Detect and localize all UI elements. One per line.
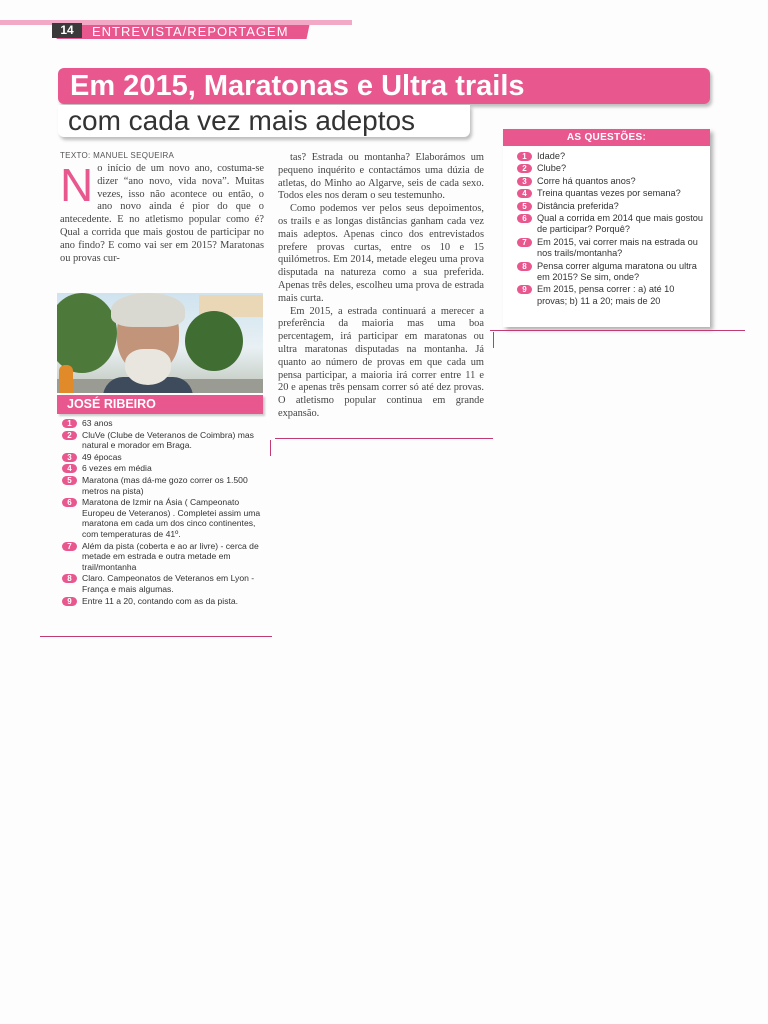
number-badge: 5 xyxy=(62,476,77,485)
photo-bystander xyxy=(59,365,73,393)
question-text: Em 2015, pensa correr : a) até 10 provas; b) 11 a 20; mais de 20 xyxy=(537,284,675,306)
number-badge: 2 xyxy=(517,164,532,173)
interviewee-answers xyxy=(62,418,262,607)
question-text: Qual a corrida em 2014 que mais gostou de participar? Porquê? xyxy=(537,213,703,235)
answer-item xyxy=(62,463,262,474)
question-text: Clube? xyxy=(537,163,567,174)
divider-line xyxy=(275,438,493,439)
question-item xyxy=(517,151,705,162)
number-badge: 7 xyxy=(62,542,77,551)
number-badge: 5 xyxy=(517,202,532,211)
number-badge: 2 xyxy=(62,431,77,440)
article-paragraph: Como podemos ver pelos seus depoimentos, os trails e as longas distâncias ganham cada vez mais adeptos. Apenas cinco dos entrevistados prefere provas curtas, entre os 10 e 15 quilómetros. Em 2014, metade elegeu uma prova disputada na natureza como a sua preferida. Apenas três deles, escolheu uma prova de estrada mais curta. xyxy=(278,203,484,304)
number-badge: 3 xyxy=(62,453,77,462)
headline-line-2: com cada vez mais adeptos xyxy=(68,105,416,136)
question-item xyxy=(517,261,705,284)
number-badge: 1 xyxy=(62,419,77,428)
answer-item xyxy=(62,541,262,573)
number-badge: 6 xyxy=(517,214,532,223)
byline: TEXTO: MANUEL SEQUEIRA xyxy=(60,151,175,160)
page-number: 14 xyxy=(52,23,82,38)
answer-item xyxy=(62,497,262,539)
photo-tree xyxy=(57,293,117,373)
question-item xyxy=(517,237,705,260)
number-badge: 7 xyxy=(517,238,532,247)
number-badge: 6 xyxy=(62,498,77,507)
answer-text: Entre 11 a 20, contando com as da pista. xyxy=(82,595,239,606)
article-paragraph: o início de um novo ano, costuma-se dizer “ano novo, vida nova”. Muitas vezes, isso não acontece ou então, o ano novo ainda é pior do que o antecedente. E no atletismo popular como é? Qual a corrida que mais gostou de participar no ano findo? E como vai ser em 2015? Maratonas ou provas cur- xyxy=(60,163,264,264)
question-item xyxy=(517,188,705,199)
question-text: Idade? xyxy=(537,151,566,161)
article-column-2 xyxy=(278,152,484,421)
photo-hair xyxy=(111,293,185,327)
question-item xyxy=(517,176,705,187)
answer-item xyxy=(62,596,262,607)
answer-text: 6 vezes em média xyxy=(82,463,152,474)
page-header xyxy=(0,18,355,40)
dropcap: N xyxy=(60,159,94,211)
answer-text: Claro. Campeonatos de Veteranos em Lyon - França e mais algumas. xyxy=(82,573,255,594)
divider-line xyxy=(40,636,272,637)
answer-text: Além da pista (coberta e ao ar livre) - cerca de metade em estrada e outra metade em trail/montanha xyxy=(82,540,259,572)
headline-line-1: Em 2015, Maratonas e Ultra trails xyxy=(70,70,525,102)
number-badge: 9 xyxy=(62,597,77,606)
answer-text: 49 épocas xyxy=(82,451,122,462)
number-badge: 9 xyxy=(517,285,532,294)
question-text: Treina quantas vezes por semana? xyxy=(537,188,681,199)
number-badge: 8 xyxy=(517,262,532,271)
article-paragraph: Em 2015, a estrada continuará a merecer a preferência da maioria mas uma boa percentagem, irá participar em maratonas ou ultra maratonas disputadas na montanha. Já quanto ao número de provas em que cada um pensa participar, a maioria irá correr entre 11 e 20 e apenas três pensam correr só até dez provas. O atletismo popular continua em grande expansão. xyxy=(278,305,484,419)
answer-item xyxy=(62,452,262,463)
number-badge: 4 xyxy=(62,464,77,473)
answer-item xyxy=(62,475,262,496)
number-badge: 4 xyxy=(517,189,532,198)
article-paragraph: tas? Estrada ou montanha? Elaborámos um pequeno inquérito e contactámos uma dúzia de atletas, do Minho ao Algarve, seis de cada sexo. Todos eles nos deram o seu testemunho. xyxy=(278,152,484,202)
answer-item xyxy=(62,430,262,451)
interviewee-photo xyxy=(57,293,263,393)
number-badge: 1 xyxy=(517,152,532,161)
answer-text: Maratona de Izmir na Ásia ( Campeonato Europeu de Veteranos) . Completei assim uma maratona em cada um dos cinco continentes, com temperaturas de 41º. xyxy=(82,497,261,539)
question-text: Pensa correr alguma maratona ou ultra em 2015? Se sim, onde? xyxy=(537,260,697,283)
article-column-1 xyxy=(60,159,264,265)
answer-text: 63 anos xyxy=(82,418,113,428)
answer-item xyxy=(62,573,262,594)
questions-list xyxy=(517,151,705,308)
answer-text: CluVe (Clube de Veteranos de Coimbra) mas natural e morador em Braga. xyxy=(82,429,254,451)
section-label: ENTREVISTA/REPORTAGEM xyxy=(92,24,289,39)
question-item xyxy=(517,213,705,236)
question-item xyxy=(517,284,705,307)
question-text: Distância preferida? xyxy=(537,200,619,211)
number-badge: 3 xyxy=(517,177,532,186)
subheadline-banner xyxy=(58,105,470,137)
divider-line xyxy=(493,332,494,348)
question-text: Em 2015, vai correr mais na estrada ou nos trails/montanha? xyxy=(537,236,698,259)
interviewee-name: JOSÉ RIBEIRO xyxy=(67,397,156,411)
interviewee-name-bar xyxy=(57,395,263,414)
photo-tree xyxy=(185,311,243,371)
photo-beard xyxy=(125,349,171,385)
answer-text: Maratona (mas dá-me gozo correr os 1.500 metros na pista) xyxy=(82,474,248,496)
questions-heading: AS QUESTÕES: xyxy=(503,129,710,146)
divider-line xyxy=(490,330,745,331)
answer-item xyxy=(62,418,262,429)
headline-banner xyxy=(58,68,710,104)
number-badge: 8 xyxy=(62,574,77,583)
divider-line xyxy=(270,440,271,456)
question-item xyxy=(517,201,705,212)
question-item xyxy=(517,163,705,174)
questions-box xyxy=(503,129,710,327)
question-text: Corre há quantos anos? xyxy=(537,175,636,186)
